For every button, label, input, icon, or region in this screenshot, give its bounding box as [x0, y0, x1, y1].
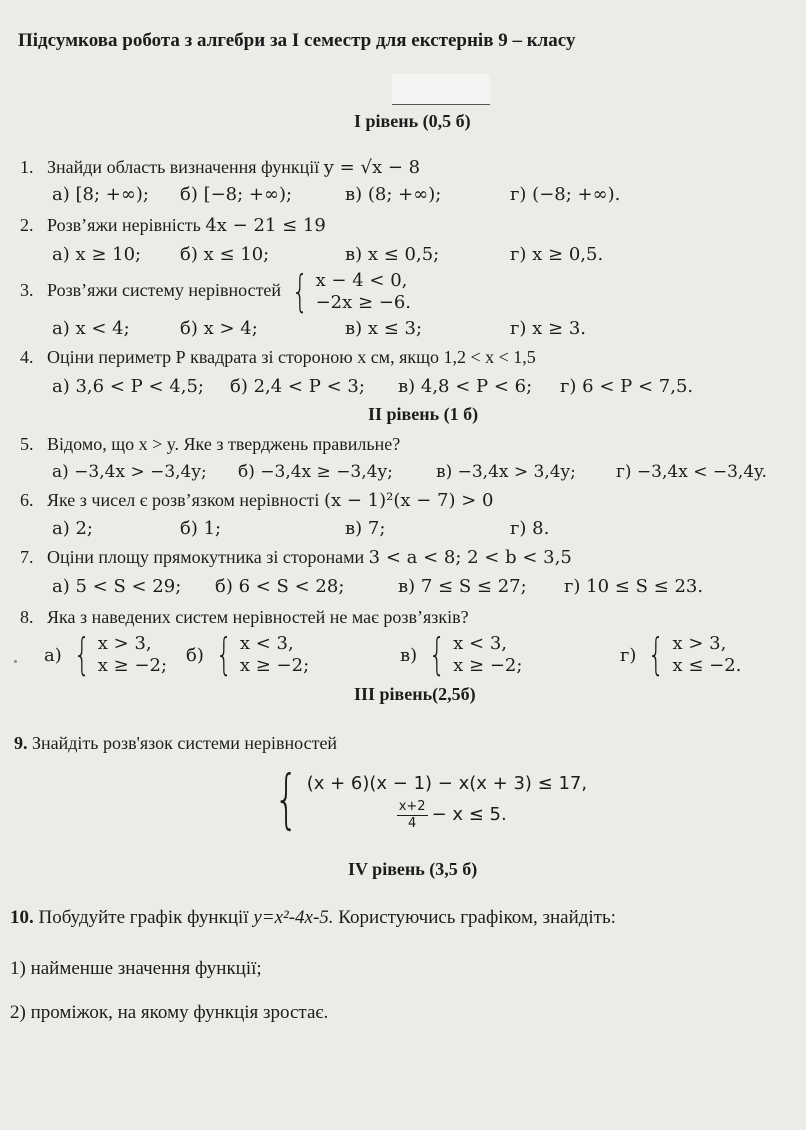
option-label: а): [44, 644, 62, 666]
question-9: [14, 733, 337, 754]
system-line-1: x > 3,: [672, 633, 727, 654]
system-line-1: x < 3,: [453, 633, 508, 654]
q10-part-2: 2) проміжок, на якому функція зростає.: [10, 1002, 329, 1023]
question-number: 7.: [20, 547, 34, 567]
q2-option-d: г) x ≥ 0,5.: [510, 244, 604, 265]
q5-option-c: в) −3,4x > 3,4y;: [436, 462, 576, 482]
question-text: Відомо, що x > y. Яке з тверджень правильне?: [47, 434, 401, 454]
question-text: Знайди область визначення функції: [47, 157, 320, 177]
page-title: Підсумкова робота з алгебри за І семестр для екстернів 9 – класу: [18, 30, 576, 51]
q5-option-d: г) −3,4x < −3,4y.: [616, 462, 767, 482]
question-text: Оціни периметр Р квадрата зі стороною х см, якщо 1,2 < x < 1,5: [47, 347, 536, 367]
brace-icon: {: [648, 629, 665, 680]
question-3: [20, 266, 412, 317]
question-number: 5.: [20, 434, 34, 454]
question-number: 4.: [20, 347, 34, 367]
q1-option-a: а) [8; +∞);: [52, 184, 149, 205]
q3-option-a: а) x < 4;: [52, 318, 130, 339]
q8-option-d: [620, 629, 742, 680]
q9-system: [266, 763, 588, 837]
q4-option-a: а) 3,6 < P < 4,5;: [52, 376, 204, 397]
question-number: 2.: [20, 215, 34, 235]
system-line-1: x − 4 < 0,: [315, 270, 408, 291]
fraction: [397, 799, 428, 832]
question-text-continued: Користуючись графіком, знайдіть:: [338, 907, 616, 928]
q5-option-b: б) −3,4x ≥ −3,4y;: [238, 462, 393, 482]
question-text: Розв’яжи систему нерівностей: [47, 280, 282, 301]
question-2: [20, 215, 326, 236]
q6-option-c: в) 7;: [345, 518, 386, 539]
level-2-heading: ІІ рівень (1 б): [368, 404, 479, 424]
brace-icon: {: [291, 266, 308, 317]
q7-option-b: б) 6 < S < 28;: [215, 576, 345, 597]
question-5: [20, 434, 400, 455]
q1-option-d: г) (−8; +∞).: [510, 184, 621, 205]
q10-part-1: 1) найменше значення функції;: [10, 958, 262, 979]
question-number: 1.: [20, 157, 34, 177]
system-line-2: x ≥ −2;: [97, 655, 168, 676]
q1-option-b: б) [−8; +∞);: [180, 184, 293, 205]
q8-option-a: [44, 629, 168, 680]
system-line-1: x < 3,: [239, 633, 294, 654]
question-text: Розв’яжи нерівність: [47, 215, 201, 235]
question-text: Яке з чисел є розв’язком нерівності: [47, 490, 320, 510]
question-formula: (x − 1)²(x − 7) > 0: [323, 490, 494, 511]
q2-option-a: а) x ≥ 10;: [52, 244, 142, 265]
level-1-heading: І рівень (0,5 б): [354, 111, 471, 131]
question-10: [10, 907, 616, 929]
question-text: Оціни площу прямокутника зі сторонами: [47, 547, 365, 567]
q3-system: [286, 266, 412, 317]
name-field-box: [392, 74, 490, 105]
fraction-numerator: x+2: [398, 798, 426, 814]
system-line-1: x > 3,: [97, 633, 152, 654]
question-8: [20, 607, 469, 628]
question-formula: y=x²-4x-5.: [253, 907, 334, 928]
q3-option-c: в) x ≤ 3;: [345, 318, 423, 339]
q6-option-a: а) 2;: [52, 518, 93, 539]
q6-option-d: г) 8.: [510, 518, 550, 539]
question-number: 3.: [20, 280, 34, 301]
question-text: Знайдіть розв'язок системи нерівностей: [32, 733, 338, 753]
level-3-heading: ІІІ рівень(2,5б): [354, 684, 476, 704]
brace-icon: {: [274, 763, 299, 837]
question-1: [20, 157, 420, 178]
q2-option-b: б) x ≤ 10;: [180, 244, 270, 265]
system-line-2: x ≥ −2;: [239, 655, 310, 676]
level-4-heading: ІV рівень (3,5 б): [348, 859, 478, 879]
question-number: 6.: [20, 490, 34, 510]
question-formula: 4x − 21 ≤ 19: [205, 215, 326, 236]
q8-option-b: [186, 629, 310, 680]
q4-option-d: г) 6 < P < 7,5.: [560, 376, 694, 397]
q6-option-b: б) 1;: [180, 518, 222, 539]
option-label: г): [620, 644, 637, 666]
q4-option-c: в) 4,8 < P < 6;: [398, 376, 533, 397]
system-line-2: x ≥ −2;: [453, 655, 523, 676]
q7-option-a: а) 5 < S < 29;: [52, 576, 182, 597]
q4-option-b: б) 2,4 < P < 3;: [230, 376, 365, 397]
q5-option-a: а) −3,4x > −3,4y;: [52, 462, 207, 482]
q3-option-b: б) x > 4;: [180, 318, 258, 339]
brace-icon: {: [215, 629, 233, 680]
q7-option-d: г) 10 ≤ S ≤ 23.: [564, 576, 704, 597]
system-line-2: −2x ≥ −6.: [315, 292, 412, 313]
brace-icon: {: [428, 629, 446, 680]
q1-option-c: в) (8; +∞);: [345, 184, 442, 205]
question-number: 8.: [20, 607, 34, 627]
question-formula: y = √x − 8: [323, 157, 421, 178]
system-line-2: − x ≤ 5.: [431, 804, 507, 825]
q2-option-c: в) x ≤ 0,5;: [345, 244, 440, 265]
brace-icon: {: [73, 629, 91, 680]
question-text: Побудуйте графік функції: [38, 907, 249, 928]
q7-option-c: в) 7 ≤ S ≤ 27;: [398, 576, 527, 597]
question-text: Яка з наведених систем нерівностей не має розв’язків?: [47, 607, 469, 627]
question-number: 10.: [10, 907, 34, 928]
q3-option-d: г) x ≥ 3.: [510, 318, 587, 339]
question-7: [20, 547, 572, 568]
system-line-2: x ≤ −2.: [672, 655, 742, 676]
stray-mark: [14, 660, 17, 663]
option-label: в): [400, 644, 418, 666]
question-number: 9.: [14, 733, 28, 753]
system-line-1: (x + 6)(x − 1) − x(x + 3) ≤ 17,: [306, 772, 588, 794]
question-formula: 3 < a < 8; 2 < b < 3,5: [368, 547, 572, 568]
q8-option-c: [400, 629, 523, 680]
question-6: [20, 490, 493, 511]
question-4: [20, 347, 536, 368]
option-label: б): [186, 644, 204, 666]
fraction-denominator: 4: [408, 815, 417, 831]
